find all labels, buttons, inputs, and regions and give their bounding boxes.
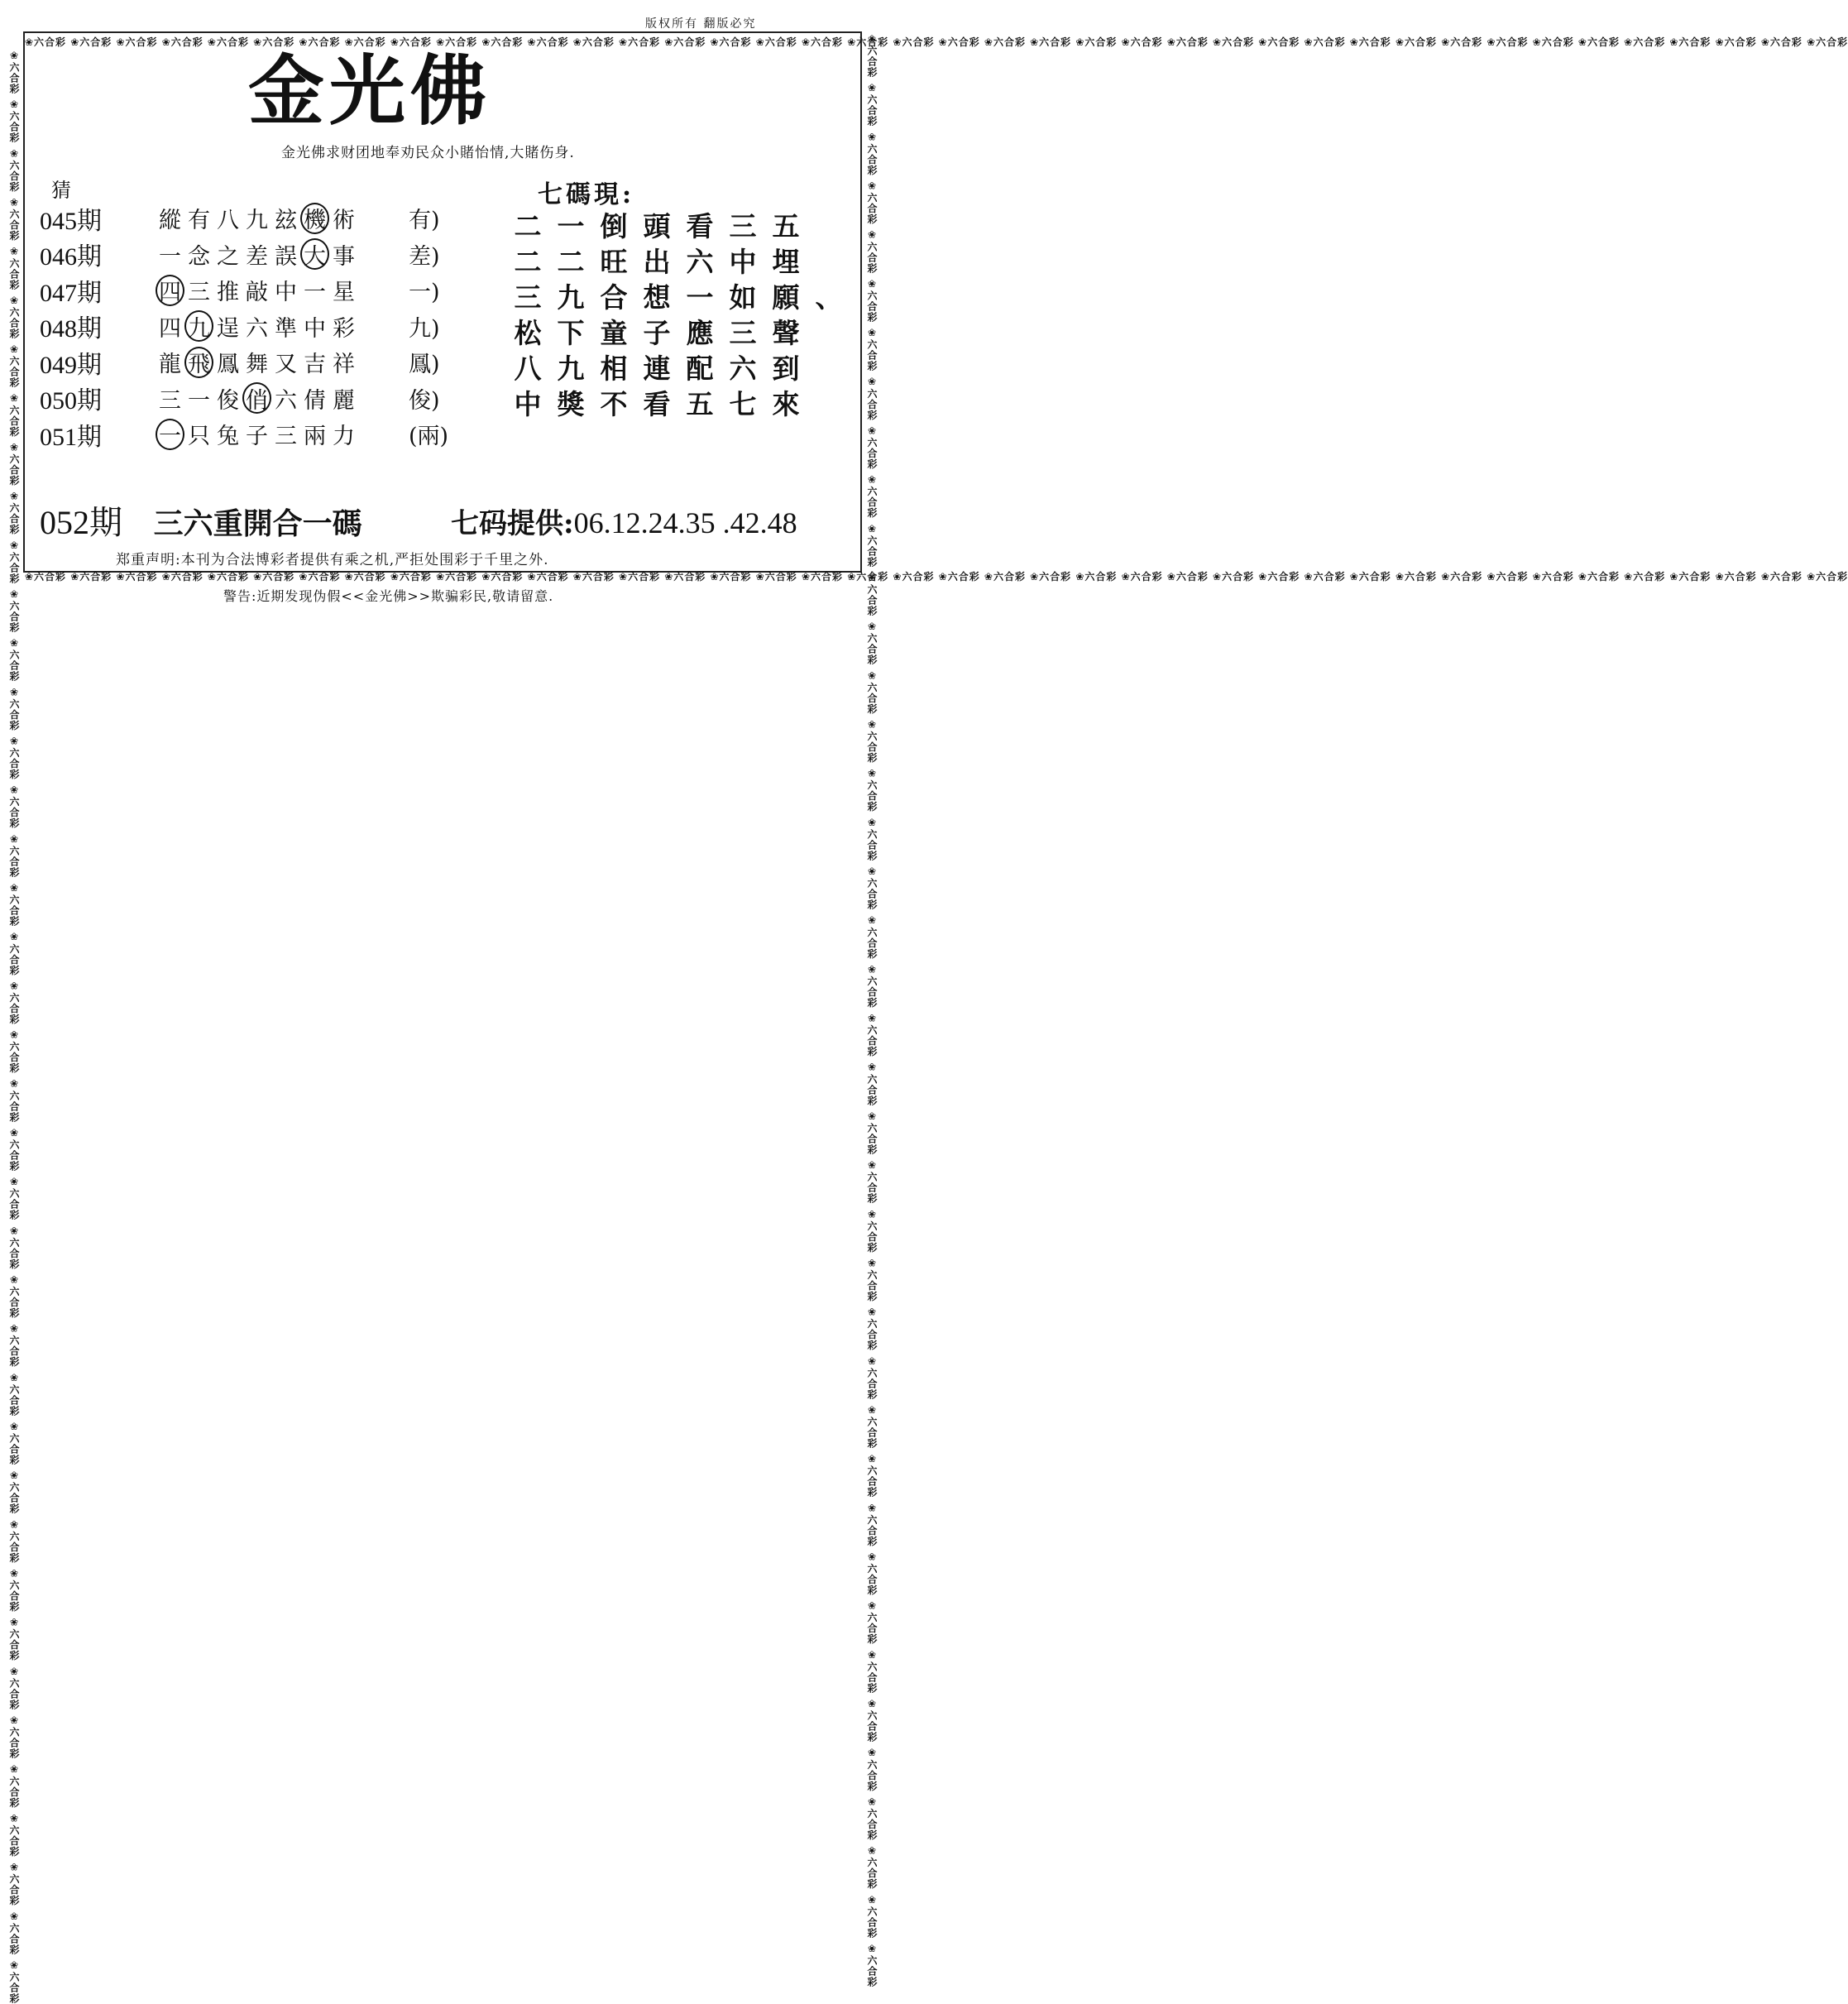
riddle-characters [156, 382, 395, 414]
riddle-character: 中 [275, 280, 297, 306]
poem-line: 八 九 相 連 配 六 到 [514, 352, 800, 385]
warning-notice: 警告:近期发现伪假<<金光佛>>欺骗彩民,敬请留意. [223, 588, 554, 604]
riddle-character: 六 [246, 315, 268, 342]
period-answer: 有) [409, 208, 440, 234]
period-number: 046期 [40, 243, 102, 271]
numbers-value: 06.12.24.35 .42.48 [573, 506, 797, 539]
riddle-character: 縱 [159, 208, 181, 234]
riddle-character: 兔 [217, 424, 239, 450]
riddle-character: 玆 [275, 208, 297, 234]
period-row [40, 237, 448, 273]
riddle-character: 準 [275, 315, 297, 342]
next-period-number: 052期 [40, 504, 122, 541]
riddle-character: 敲 [246, 280, 268, 306]
riddle-characters [156, 275, 395, 306]
riddle-character: 三 [275, 424, 297, 450]
period-answer: 一) [409, 280, 440, 306]
border-pattern-top: ❀六合彩 ❀六合彩 ❀六合彩 ❀六合彩 ❀六合彩 ❀六合彩 ❀六合彩 ❀六合彩 ❀六合彩 ❀六合彩 ❀六合彩 ❀六合彩 ❀六合彩 ❀六合彩 ❀六合彩 ❀六合彩 ❀六合彩 ❀六合彩 ❀六合彩 ❀六合彩 ❀六合彩 ❀六合彩 ❀六合彩 ❀六合彩 ❀六合彩 ❀六合彩 ❀六合彩 ❀六合彩 ❀六合彩 ❀六合彩 ❀六合彩 ❀六合彩 ❀六合彩 ❀六合彩 ❀六合彩 ❀六合彩 ❀六合彩 ❀六合彩 ❀六合彩 ❀六合彩 [25, 36, 1848, 48]
riddle-character: 龍 [159, 352, 181, 378]
poem-line: 二 一 倒 頭 看 三 五 [514, 210, 800, 242]
riddle-character: 有 [188, 208, 210, 234]
riddle-character: 之 [217, 243, 239, 270]
period-answer: 鳳) [409, 352, 440, 378]
seven-code-poem [506, 207, 850, 420]
period-row [40, 309, 448, 345]
period-answer: 俊) [409, 387, 440, 414]
riddle-character: 子 [246, 424, 268, 450]
riddle-character: 星 [333, 280, 355, 306]
period-list [40, 200, 448, 453]
circled-character: 大 [300, 238, 329, 270]
riddle-character: 兩 [304, 424, 326, 450]
numbers-label: 七码提供: [451, 507, 574, 540]
riddle-character: 三 [159, 387, 181, 414]
circled-character: 機 [300, 203, 329, 234]
riddle-character: 推 [217, 280, 239, 306]
circled-character: 九 [184, 310, 213, 342]
riddle-character: 又 [275, 352, 297, 378]
riddle-character: 祥 [333, 352, 355, 378]
poem-line: 三 九 合 想 一 如 願 、 [514, 281, 843, 314]
border-pattern-left: ❀六合彩 ❀六合彩 ❀六合彩 ❀六合彩 ❀六合彩 ❀六合彩 ❀六合彩 ❀六合彩 ❀六合彩 ❀六合彩 ❀六合彩 ❀六合彩 ❀六合彩 ❀六合彩 ❀六合彩 ❀六合彩 ❀六合彩 ❀六合彩 ❀六合彩 ❀六合彩 ❀六合彩 ❀六合彩 ❀六合彩 ❀六合彩 ❀六合彩 ❀六合彩 ❀六合彩 ❀六合彩 ❀六合彩 ❀六合彩 ❀六合彩 ❀六合彩 ❀六合彩 ❀六合彩 ❀六合彩 ❀六合彩 ❀六合彩 ❀六合彩 ❀六合彩 ❀六合彩 [8, 50, 20, 2004]
riddle-characters [156, 310, 395, 342]
guess-label: 猜 [51, 179, 71, 202]
period-number: 051期 [40, 423, 102, 451]
period-row [40, 416, 448, 453]
riddle-character: 三 [188, 280, 210, 306]
poem-line: 二 二 旺 出 六 中 埋 [514, 246, 800, 278]
riddle-character: 九 [246, 208, 268, 234]
period-number: 048期 [40, 315, 102, 343]
riddle-character: 誤 [275, 243, 297, 270]
riddle-character: 麗 [333, 387, 355, 414]
numbers-provided [451, 501, 797, 541]
border-pattern-right: ❀六合彩 ❀六合彩 ❀六合彩 ❀六合彩 ❀六合彩 ❀六合彩 ❀六合彩 ❀六合彩 ❀六合彩 ❀六合彩 ❀六合彩 ❀六合彩 ❀六合彩 ❀六合彩 ❀六合彩 ❀六合彩 ❀六合彩 ❀六合彩 ❀六合彩 ❀六合彩 ❀六合彩 ❀六合彩 ❀六合彩 ❀六合彩 ❀六合彩 ❀六合彩 ❀六合彩 ❀六合彩 ❀六合彩 ❀六合彩 ❀六合彩 ❀六合彩 ❀六合彩 ❀六合彩 ❀六合彩 ❀六合彩 ❀六合彩 ❀六合彩 ❀六合彩 ❀六合彩 [866, 33, 878, 1987]
circled-character: 俏 [242, 382, 271, 414]
riddle-character: 力 [333, 424, 355, 450]
poem-line: 松 下 童 子 應 三 聲 [514, 317, 800, 349]
riddle-character: 吉 [304, 352, 326, 378]
riddle-characters [156, 419, 395, 450]
riddle-character: 倩 [304, 387, 326, 414]
period-number: 045期 [40, 207, 102, 235]
disclaimer: 郑重声明:本刊为合法博彩者提供有乘之机,严拒处围彩于千里之外. [116, 552, 549, 568]
period-number: 050期 [40, 387, 102, 415]
next-period-hint-text: 三六重開合一碼 [153, 506, 362, 541]
page-title: 金光佛 [248, 46, 492, 136]
slogan: 金光佛求财团地奉劝民众小賭怡情,大賭伤身. [281, 145, 575, 161]
period-number: 049期 [40, 351, 102, 379]
riddle-character: 一 [304, 280, 326, 306]
riddle-character: 俊 [217, 387, 239, 414]
riddle-character: 術 [333, 208, 355, 234]
period-row [40, 200, 448, 237]
circled-character: 飛 [184, 347, 213, 378]
copyright-notice: 版权所有 翻版必究 [645, 17, 757, 31]
riddle-character: 一 [188, 387, 210, 414]
period-answer: 九) [409, 315, 440, 342]
circled-character: 一 [156, 419, 184, 450]
riddle-character: 念 [188, 243, 210, 270]
period-row [40, 272, 448, 309]
seven-code-title: 七碼現: [538, 180, 635, 209]
border-pattern-bottom: ❀六合彩 ❀六合彩 ❀六合彩 ❀六合彩 ❀六合彩 ❀六合彩 ❀六合彩 ❀六合彩 ❀六合彩 ❀六合彩 ❀六合彩 ❀六合彩 ❀六合彩 ❀六合彩 ❀六合彩 ❀六合彩 ❀六合彩 ❀六合彩 ❀六合彩 ❀六合彩 ❀六合彩 ❀六合彩 ❀六合彩 ❀六合彩 ❀六合彩 ❀六合彩 ❀六合彩 ❀六合彩 ❀六合彩 ❀六合彩 ❀六合彩 ❀六合彩 ❀六合彩 ❀六合彩 ❀六合彩 ❀六合彩 ❀六合彩 ❀六合彩 ❀六合彩 ❀六合彩 [25, 571, 1848, 583]
riddle-character: 事 [333, 243, 355, 270]
riddle-characters [156, 347, 395, 378]
period-row [40, 344, 448, 381]
riddle-character: 六 [275, 387, 297, 414]
circled-character: 四 [156, 275, 184, 306]
period-number: 047期 [40, 279, 102, 307]
riddle-character: 中 [304, 315, 326, 342]
riddle-character: 八 [217, 208, 239, 234]
riddle-characters [156, 238, 395, 270]
next-period-hint [40, 496, 362, 544]
riddle-character: 四 [159, 315, 181, 342]
period-answer: (兩) [409, 424, 449, 450]
riddle-character: 彩 [333, 315, 355, 342]
riddle-character: 舞 [246, 352, 268, 378]
period-row [40, 381, 448, 417]
riddle-character: 差 [246, 243, 268, 270]
period-answer: 差) [409, 243, 440, 270]
riddle-character: 逞 [217, 315, 239, 342]
poem-line: 中 獎 不 看 五 七 來 [514, 388, 800, 420]
riddle-character: 一 [159, 243, 181, 270]
riddle-character: 鳳 [217, 352, 239, 378]
riddle-characters [156, 203, 395, 234]
riddle-character: 只 [188, 424, 210, 450]
